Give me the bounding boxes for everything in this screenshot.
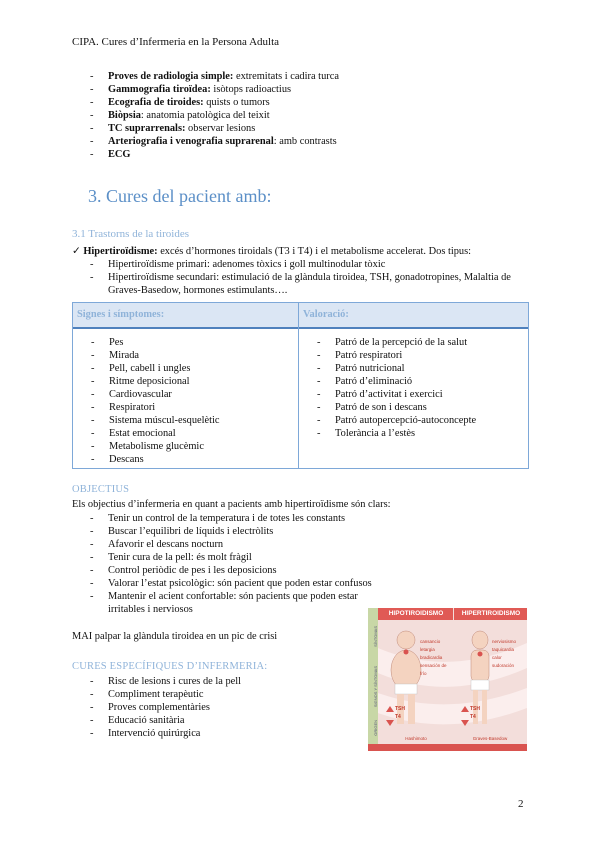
hyperthyroidism-title: HIPERTIROIDISMO [461,610,521,617]
list-item: - TC suprarrenals: observar lesions [72,122,532,135]
list-item: - Pell, cabell i ungles [73,362,295,375]
warning-note: MAI palpar la glàndula tiroidea en un pic de crisi [72,631,278,642]
list-item: - Pes [73,336,295,349]
list-item: - Patró d’eliminació [299,375,527,388]
hyper-origin: Graves-Basedow [472,736,508,741]
list-item: - Tenir cura de la pell: és molt fràgil [72,551,532,564]
page-header: CIPA. Cures d’Infermeria en la Persona Adulta [72,36,280,48]
hypo-origin: Hashimoto [405,736,427,741]
col-header-signs: Signes i símptomes: [77,309,165,320]
list-item: - Intervenció quirúrgica [72,727,362,740]
care-heading: CURES ESPECÍFIQUES D’INFERMERIA: [72,661,268,672]
hypo-hormone-levels: TSH T4 [395,706,405,720]
list-item: - Patró d’activitat i exercici [299,388,527,401]
list-item: - ECG [72,148,532,161]
list-item: - Ritme deposicional [73,375,295,388]
list-item: - Mantenir el acient confortable: són pacients que poden estar irritables i nerviosos [72,590,363,616]
side-label: SIGNOS Y SÍNTOMAS [373,666,378,708]
thyroid-comparison-illustration [368,608,527,751]
list-item: - Patró nutricional [299,362,527,375]
side-label: ORIGEN [373,720,378,736]
check-icon: ✓ [72,246,81,257]
list-item: - Hipertiroïdisme primari: adenomes tòxics i goll multinodular tòxic [72,258,532,271]
side-label: SÍNTOMAS [373,626,378,647]
page-number: 2 [518,798,524,810]
list-item: - Biòpsia: anatomia patològica del teixit [72,109,532,122]
list-item: - Cardiovascular [73,388,295,401]
col-header-assessment: Valoració: [303,309,349,320]
list-item: - Proves de radiologia simple: extremitats i cadira turca [72,70,532,83]
section-heading: 3. Cures del pacient amb: [88,186,272,206]
list-item: - Hipertiroïdisme secundari: estimulació de la glàndula tiroidea, TSH, gonadotropines, Malaltia de Graves-Basedow, hormones estimulants…. [72,271,532,297]
objectives-list [72,512,532,616]
list-item: - Risc de lesions i cures de la pell [72,675,362,688]
list-item: - Arteriografia i venografia suprarenal: amb contrasts [72,135,532,148]
list-item: - Compliment terapèutic [72,688,362,701]
signs-list [73,336,295,466]
list-item: - Respiratori [73,401,295,414]
list-item: - Descans [73,453,295,466]
signs-assessment-table [72,302,529,469]
list-item: - Gammografia tiroïdea: isòtops radioactius [72,83,532,96]
list-item: - Educació sanitària [72,714,362,727]
list-item: - Tolerància a l’estès [299,427,527,440]
list-item: - Metabolisme glucèmic [73,440,295,453]
assessment-list [299,336,527,440]
hypothyroidism-title: HIPOTIROIDISMO [388,610,444,617]
list-item: - Mirada [73,349,295,362]
list-item: - Patró de la percepció de la salut [299,336,527,349]
list-item: - Sistema múscul-esquelètic [73,414,295,427]
list-item: - Control periòdic de pes i les deposicions [72,564,532,577]
objectives-heading: OBJECTIUS [72,484,130,495]
list-item: - Patró autopercepció-autoconcepte [299,414,527,427]
care-list [72,675,362,740]
list-item: - Buscar l’equilibri de líquids i electròlits [72,525,532,538]
list-item: - Estat emocional [73,427,295,440]
list-item: - Patró de son i descans [299,401,527,414]
list-item: - Ecografia de tiroides: quists o tumors [72,96,532,109]
list-item: - Patró respiratori [299,349,527,362]
hyper-symptom-notes: nerviosismo taquicardia calor sudoración [492,639,517,668]
subsection-heading: 3.1 Trastorns de la tiroides [72,228,190,240]
table-header [73,303,528,329]
hypo-symptom-notes: cansancio letargia bradicardia sensación de frío [420,639,447,676]
list-item: - Proves complementàries [72,701,362,714]
list-item: - Afavorir el descans nocturn [72,538,532,551]
hyperthyroidism-definition: ✓ Hipertiroïdisme: excés d’hormones tiroidals (T3 i T4) i el metabolisme accelerat. Dos tipus: [72,246,472,257]
hyper-hormone-levels: TSH T4 [470,706,480,720]
list-item: - Tenir un control de la temperatura i de totes les constants [72,512,532,525]
hyperthyroidism-types [72,258,532,297]
list-item: - Valorar l’estat psicològic: són pacient que poden estar confusos [72,577,532,590]
objectives-intro: Els objectius d’infermeria en quant a pacients amb hipertiroïdisme són clars: [72,499,391,510]
tests-list [72,70,532,161]
